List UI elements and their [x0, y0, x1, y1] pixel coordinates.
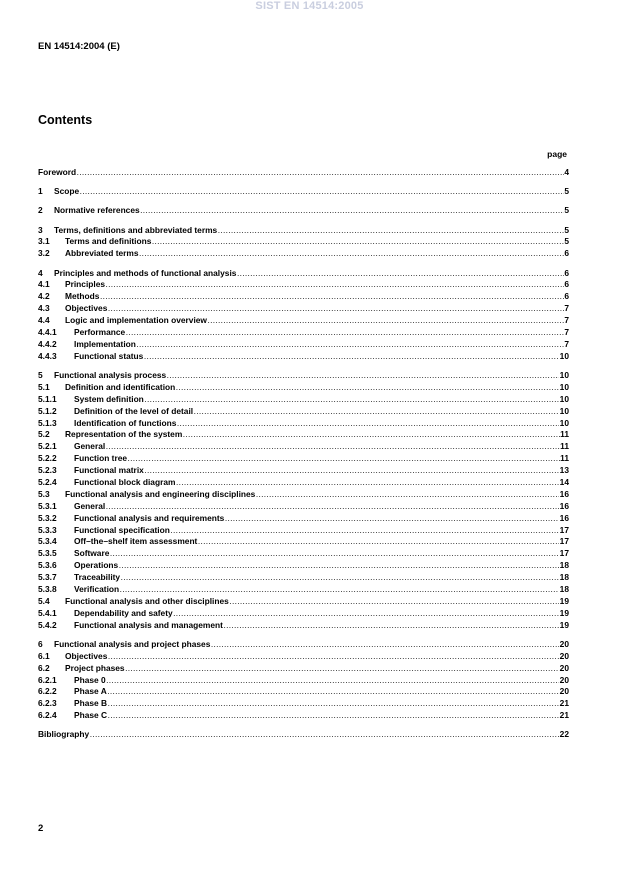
toc-entry-number: 5.1.1 [38, 393, 57, 404]
toc-entry-title: Function tree [74, 453, 128, 464]
toc-dot-leader [167, 370, 560, 382]
toc-entry-number: 5.1.3 [38, 417, 57, 428]
toc-dot-leader [108, 710, 560, 722]
toc-entry-page: 14 [559, 476, 569, 487]
toc-entry[interactable] [38, 406, 569, 418]
page-number: 2 [38, 823, 44, 834]
toc-entry-page: 13 [559, 465, 569, 476]
toc-entry-number: 6.2.4 [38, 710, 57, 721]
toc-entry-number: 4.4.1 [38, 326, 57, 337]
toc-dot-leader [207, 315, 563, 327]
toc-entry-number: 4.2 [38, 291, 50, 302]
toc-dot-leader [144, 351, 559, 363]
toc-entry-number: 5.3.6 [38, 560, 57, 571]
toc-entry-page: 10 [559, 405, 569, 416]
toc-entry[interactable] [38, 418, 569, 430]
toc-dot-leader [100, 291, 564, 303]
toc-entry-number: 4.4.2 [38, 338, 57, 349]
toc-entry-page: 20 [559, 638, 569, 649]
toc-dot-leader [256, 489, 559, 501]
toc-dot-leader [139, 248, 564, 260]
toc-dot-leader [229, 596, 559, 608]
toc-entry-title: Dependability and safety [74, 607, 173, 618]
toc-entry[interactable] [38, 394, 569, 406]
toc-entry[interactable] [38, 268, 569, 280]
toc-entry-number: 5.4.1 [38, 607, 57, 618]
toc-entry[interactable] [38, 608, 569, 620]
toc-entry[interactable] [38, 465, 569, 477]
toc-entry-page: 16 [559, 500, 569, 511]
toc-entry-number: 5.3.7 [38, 572, 57, 583]
toc-entry-title: Phase A [74, 686, 107, 697]
toc-entry-number: 6.2 [38, 662, 50, 673]
toc-entry-title: Operations [74, 560, 119, 571]
toc-entry-number: 5.3.4 [38, 536, 57, 547]
toc-dot-leader [173, 608, 559, 620]
toc-entry-title: Scope [54, 186, 80, 197]
toc-entry-title: Terms, definitions and abbreviated terms [54, 224, 218, 235]
toc-entry-title: Identification of functions [74, 417, 177, 428]
toc-entry-title: Abbreviated terms [65, 248, 139, 259]
toc-entry-page: 17 [559, 536, 569, 547]
toc-dot-leader [144, 465, 559, 477]
toc-entry-page: 17 [559, 548, 569, 559]
toc-entry[interactable] [38, 729, 569, 741]
toc-entry[interactable] [38, 279, 569, 291]
toc-dot-leader [108, 698, 560, 710]
toc-entry[interactable] [38, 236, 569, 248]
toc-dot-leader [144, 394, 559, 406]
toc-dot-leader [237, 268, 564, 280]
toc-dot-leader [183, 429, 560, 441]
toc-entry[interactable] [38, 663, 569, 675]
toc-entry-title: Representation of the system [65, 429, 183, 440]
toc-entry-number: 5.3.5 [38, 548, 57, 559]
toc-entry-title: Principles and methods of functional analysis [54, 267, 237, 278]
toc-entry-title: Definition and identification [65, 381, 176, 392]
toc-dot-leader [176, 477, 559, 489]
toc-entry-page: 21 [559, 698, 569, 709]
toc-entry[interactable] [38, 548, 569, 560]
toc-dot-leader [170, 525, 559, 537]
toc-entry-page: 11 [560, 429, 569, 440]
toc-dot-leader [211, 639, 559, 651]
toc-entry-title: Bibliography [38, 729, 90, 740]
toc-entry-page: 6 [564, 279, 569, 290]
toc-dot-leader [177, 418, 559, 430]
toc-entry-number: 5.1.2 [38, 405, 57, 416]
contents-heading: Contents [38, 113, 93, 127]
toc-entry[interactable] [38, 382, 569, 394]
toc-entry[interactable] [38, 698, 569, 710]
toc-entry-number: 5.2.1 [38, 441, 57, 452]
toc-entry-title: Normative references [54, 205, 140, 216]
toc-entry-page: 5 [564, 186, 569, 197]
toc-entry-page: 5 [564, 205, 569, 216]
toc-entry[interactable] [38, 620, 569, 632]
toc-entry-number: 6.2.3 [38, 698, 57, 709]
toc-entry-number: 5.2.3 [38, 465, 57, 476]
toc-entry[interactable] [38, 560, 569, 572]
toc-entry-page: 5 [564, 224, 569, 235]
toc-entry[interactable] [38, 596, 569, 608]
toc-entry[interactable] [38, 351, 569, 363]
toc-entry-page: 21 [559, 710, 569, 721]
toc-dot-leader [125, 663, 559, 675]
toc-dot-leader [77, 167, 564, 179]
toc-entry-number: 5.3.2 [38, 512, 57, 523]
toc-entry-page: 7 [564, 303, 569, 314]
toc-entry[interactable] [38, 167, 569, 179]
toc-entry-number: 4.4 [38, 315, 50, 326]
toc-entry-page: 6 [564, 291, 569, 302]
toc-entry-page: 7 [564, 315, 569, 326]
toc-dot-leader [223, 620, 559, 632]
toc-dot-leader [106, 501, 559, 513]
toc-entry-title: Functional analysis and requirements [74, 512, 225, 523]
toc-entry[interactable] [38, 525, 569, 537]
toc-entry[interactable] [38, 303, 569, 315]
toc-entry-title: Definition of the level of detail [74, 405, 194, 416]
toc-entry-number: 4.4.3 [38, 350, 57, 361]
toc-entry-number: 5.4 [38, 595, 50, 606]
toc-entry-page: 7 [564, 326, 569, 337]
toc-entry-page: 10 [559, 393, 569, 404]
watermark-text: SIST EN 14514:2005 [255, 0, 364, 12]
toc-entry-number: 5.3.1 [38, 500, 57, 511]
toc-entry-title: Functional matrix [74, 465, 144, 476]
toc-entry[interactable] [38, 584, 569, 596]
toc-entry[interactable] [38, 248, 569, 260]
toc-entry-title: Functional analysis and engineering disciplines [65, 488, 256, 499]
toc-entry-title: Functional specification [74, 524, 170, 535]
toc-entry-number: 5.1 [38, 381, 50, 392]
toc-entry-number: 5.3.3 [38, 524, 57, 535]
toc-dot-leader [106, 675, 559, 687]
toc-dot-leader [108, 303, 564, 315]
toc-entry-number: 6 [38, 638, 43, 649]
toc-entry-title: Traceability [74, 572, 121, 583]
toc-entry-number: 5.3.8 [38, 583, 57, 594]
toc-dot-leader [106, 441, 560, 453]
toc-entry-page: 4 [564, 167, 569, 177]
toc-entry-title: Functional block diagram [74, 476, 176, 487]
toc-entry-number: 4.1 [38, 279, 50, 290]
toc-dot-leader [198, 536, 559, 548]
toc-entry-title: Methods [65, 291, 100, 302]
toc-entry-number: 3.1 [38, 236, 50, 247]
toc-entry-number: 5.3 [38, 488, 50, 499]
toc-dot-leader [136, 339, 563, 351]
toc-dot-leader [128, 453, 560, 465]
toc-dot-leader [121, 572, 560, 584]
toc-entry-page: 18 [559, 560, 569, 571]
toc-entry[interactable] [38, 651, 569, 663]
toc-entry-page: 20 [559, 686, 569, 697]
toc-entry[interactable] [38, 370, 569, 382]
toc-entry[interactable] [38, 489, 569, 501]
toc-entry-page: 10 [559, 417, 569, 428]
toc-dot-leader [218, 225, 564, 237]
toc-dot-leader [126, 327, 564, 339]
toc-entry-number: 5.4.2 [38, 619, 57, 630]
toc-entry-page: 10 [559, 369, 569, 380]
toc-entry-number: 3.2 [38, 248, 50, 259]
toc-entry-number: 4 [38, 267, 43, 278]
toc-entry-title: System definition [74, 393, 144, 404]
toc-entry-page: 19 [559, 607, 569, 618]
toc-entry-page: 6 [564, 267, 569, 278]
toc-entry-number: 6.1 [38, 650, 50, 661]
toc-entry[interactable] [38, 686, 569, 698]
toc-entry-page: 5 [564, 236, 569, 247]
toc-entry[interactable] [38, 572, 569, 584]
toc-entry-number: 5.2 [38, 429, 50, 440]
toc-dot-leader [108, 651, 559, 663]
toc-entry-page: 16 [559, 488, 569, 499]
toc-entry[interactable] [38, 327, 569, 339]
toc-entry[interactable] [38, 205, 569, 217]
toc-dot-leader [176, 382, 559, 394]
toc-entry-title: Objectives [65, 303, 108, 314]
toc-entry[interactable] [38, 339, 569, 351]
toc-dot-leader [119, 560, 559, 572]
toc-entry-title: Off–the–shelf item assessment [74, 536, 198, 547]
toc-entry-number: 1 [38, 186, 43, 197]
toc-entry[interactable] [38, 453, 569, 465]
toc-entry-page: 18 [559, 572, 569, 583]
toc-entry-number: 5 [38, 369, 43, 380]
toc-entry-number: 3 [38, 224, 43, 235]
table-of-contents [38, 167, 569, 741]
toc-entry-title: Functional analysis and management [74, 619, 223, 630]
toc-entry-title: Terms and definitions [65, 236, 152, 247]
toc-entry-page: 18 [559, 583, 569, 594]
toc-entry-page: 10 [559, 350, 569, 361]
toc-entry[interactable] [38, 441, 569, 453]
toc-entry-page: 11 [560, 441, 569, 452]
toc-entry-page: 6 [564, 248, 569, 259]
toc-dot-leader [107, 686, 559, 698]
toc-entry-page: 7 [564, 338, 569, 349]
toc-entry-title: Principles [65, 279, 106, 290]
toc-dot-leader [90, 729, 559, 741]
toc-dot-leader [110, 548, 559, 560]
toc-dot-leader [120, 584, 560, 596]
toc-entry-title: Functional analysis process [54, 369, 167, 380]
toc-entry-title: Objectives [65, 650, 108, 661]
toc-entry-title: Performance [74, 326, 126, 337]
toc-entry[interactable] [38, 225, 569, 237]
toc-entry-title: Software [74, 548, 110, 559]
toc-entry[interactable] [38, 291, 569, 303]
toc-dot-leader [152, 236, 564, 248]
toc-entry[interactable] [38, 536, 569, 548]
toc-dot-leader [106, 279, 564, 291]
toc-entry-page: 20 [559, 662, 569, 673]
toc-entry-page: 17 [559, 524, 569, 535]
toc-entry[interactable] [38, 429, 569, 441]
toc-entry-title: Logic and implementation overview [65, 315, 207, 326]
toc-entry-page: 20 [559, 650, 569, 661]
page-column-label: page [547, 149, 567, 159]
toc-entry-page: 11 [560, 453, 569, 464]
toc-entry[interactable] [38, 186, 569, 198]
toc-entry-title: Functional status [74, 350, 144, 361]
toc-dot-leader [80, 186, 564, 198]
toc-entry[interactable] [38, 710, 569, 722]
toc-dot-leader [194, 406, 560, 418]
toc-dot-leader [140, 205, 564, 217]
toc-entry-title: General [74, 441, 106, 452]
toc-entry-title: Implementation [74, 338, 136, 349]
toc-entry[interactable] [38, 477, 569, 489]
toc-entry-page: 20 [559, 674, 569, 685]
toc-entry-number: 5.2.2 [38, 453, 57, 464]
toc-entry-page: 19 [559, 595, 569, 606]
document-id: EN 14514:2004 (E) [38, 41, 120, 52]
toc-entry-title: Phase C [74, 710, 108, 721]
toc-entry-title: Verification [74, 583, 120, 594]
toc-entry[interactable] [38, 639, 569, 651]
toc-entry-number: 6.2.2 [38, 686, 57, 697]
toc-entry[interactable] [38, 501, 569, 513]
toc-entry-title: Foreword [38, 167, 77, 177]
toc-entry-title: Phase B [74, 698, 108, 709]
toc-entry-page: 22 [559, 729, 569, 740]
toc-entry-title: Functional analysis and project phases [54, 638, 211, 649]
toc-entry-page: 10 [559, 381, 569, 392]
toc-entry-number: 2 [38, 205, 43, 216]
toc-entry-number: 4.3 [38, 303, 50, 314]
toc-entry-page: 19 [559, 619, 569, 630]
toc-dot-leader [225, 513, 559, 525]
toc-entry[interactable] [38, 675, 569, 687]
toc-entry[interactable] [38, 315, 569, 327]
toc-entry-number: 5.2.4 [38, 476, 57, 487]
toc-entry-page: 16 [559, 512, 569, 523]
toc-entry-title: Phase 0 [74, 674, 106, 685]
toc-entry-number: 6.2.1 [38, 674, 57, 685]
toc-entry[interactable] [38, 513, 569, 525]
toc-entry-title: Project phases [65, 662, 125, 673]
toc-entry-title: Functional analysis and other disciplines [65, 595, 229, 606]
toc-entry-title: General [74, 500, 106, 511]
